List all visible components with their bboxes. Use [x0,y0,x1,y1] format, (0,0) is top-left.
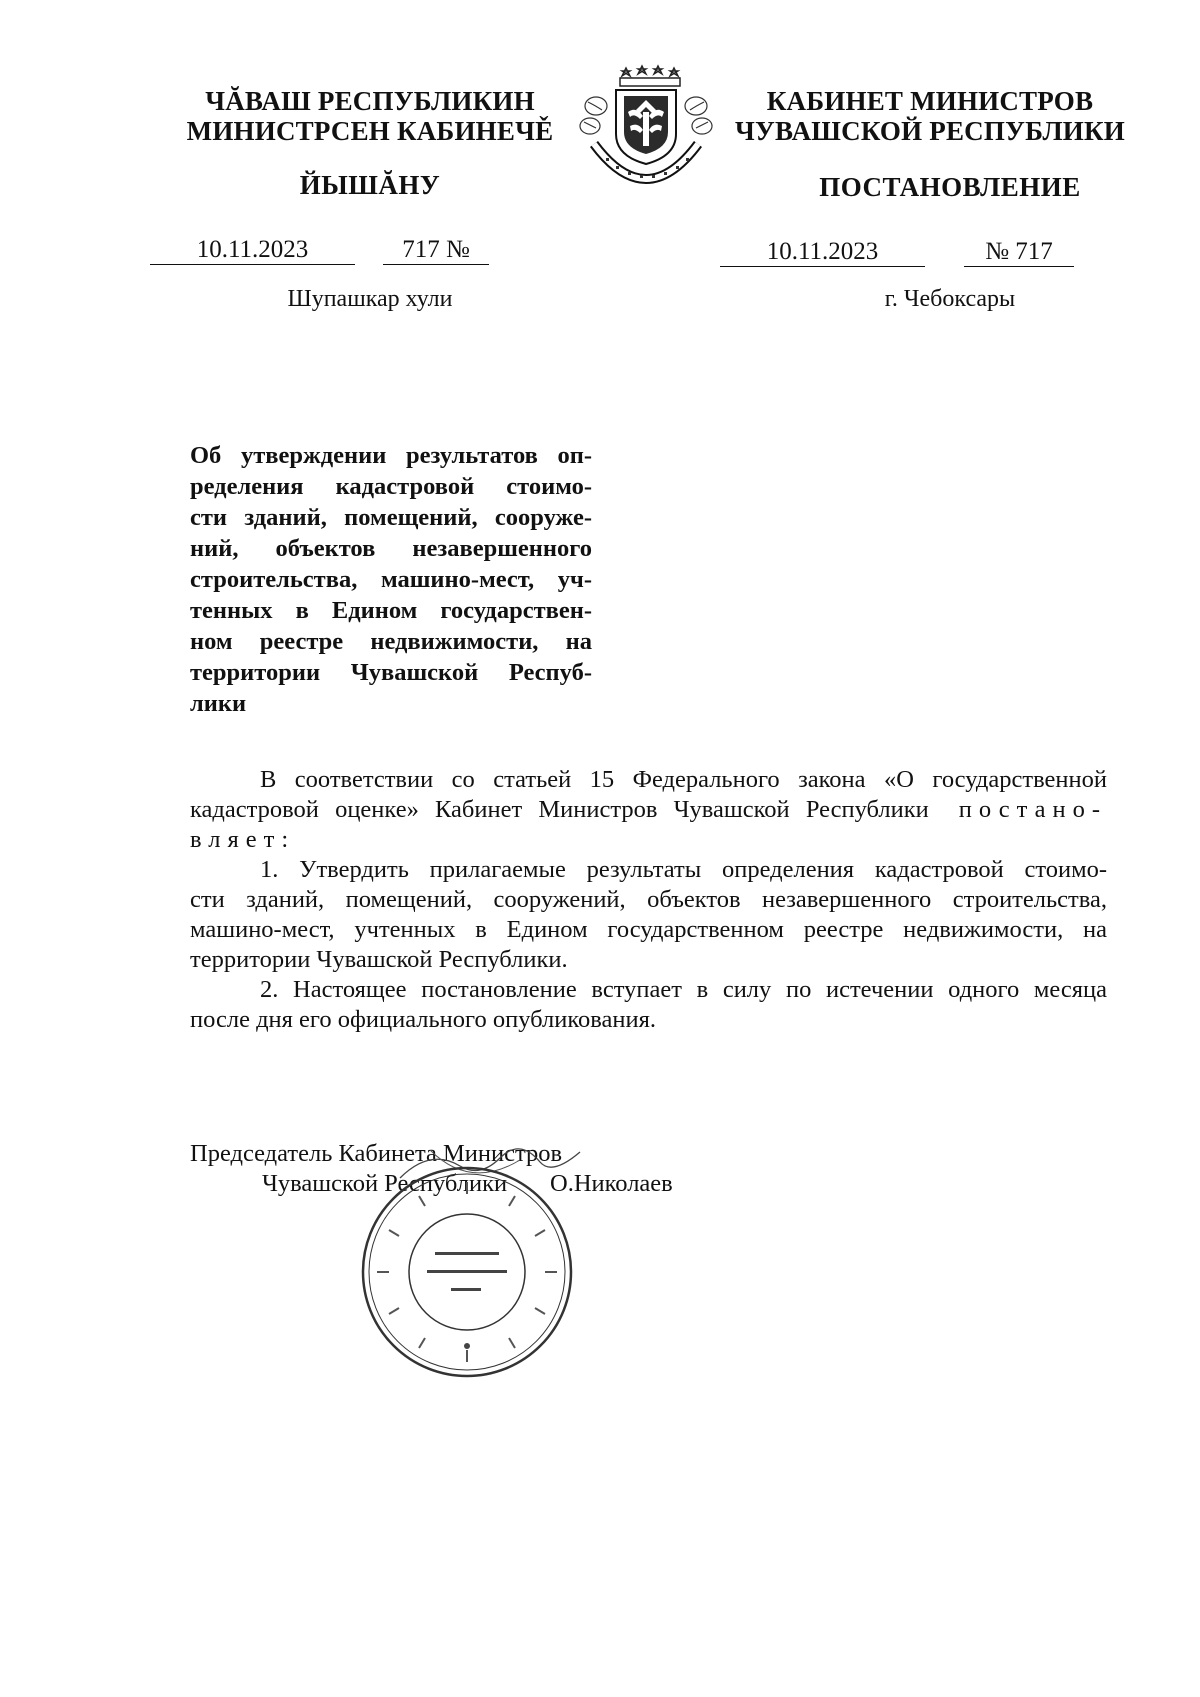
number-left: 717 № [383,236,489,265]
title-line: ний, объектов незавершенного [190,535,592,562]
body-line-spaced: постано- [958,796,1107,823]
header-right-line1: КАБИНЕТ МИНИСТРОВ [766,86,1094,116]
doc-type-chuvash: ЙЫШĂНУ [299,170,441,200]
signatory-name: О.Николаев [550,1170,673,1197]
body-line: 1. Утвердить прилагаемые результаты определения кадастровой стоимо- [260,856,1107,883]
doc-type-russian: ПОСТАНОВЛЕНИЕ [819,172,1081,202]
city-left: Шупашкар хули [287,286,453,312]
body-line [190,795,1107,825]
title-line: ном реестре недвижимости, на [190,628,592,655]
header-right-russian [720,86,1140,146]
official-round-stamp-icon [355,1160,580,1385]
body-line: сти зданий, помещений, сооружений, объектов незавершенного строительства, [190,886,1107,913]
title-line: ределения кадастровой стоимо- [190,473,592,500]
title-line: лики [190,690,247,717]
signature-title-line1: Председатель Кабинета Министров [190,1140,563,1167]
header-left-line2: МИНИСТРСЕН КАБИНЕЧĚ [186,116,554,146]
document-title [190,440,592,719]
date-right: 10.11.2023 [720,238,925,267]
date-left: 10.11.2023 [150,236,355,265]
body-line: машино-мест, учтенных в Едином государственном реестре недвижимости, на [190,916,1107,943]
title-line: Об утверждении результатов оп- [190,442,592,469]
header-left-chuvash [160,86,580,146]
title-line: сти зданий, помещений, сооруже- [190,504,592,531]
chuvash-coat-of-arms-icon [576,62,716,202]
signature-title-line2: Чувашской Республики [262,1170,508,1197]
header-left-line1: ЧĂВАШ РЕСПУБЛИКИН [205,86,535,116]
header-right-line2: ЧУВАШСКОЙ РЕСПУБЛИКИ [735,116,1125,146]
number-right: № 717 [964,238,1074,267]
body-line: после дня его официального опубликования. [190,1006,656,1033]
body-line-text: кадастровой оценке» Кабинет Министров Чувашской Республики [190,796,929,823]
city-right: г. Чебоксары [884,286,1016,312]
body-line: 2. Настоящее постановление вступает в силу по истечении одного месяца [260,976,1107,1003]
title-line: территории Чувашской Респуб- [190,659,592,686]
body-line: территории Чувашской Республики. [190,946,568,973]
body-line: В соответствии со статьей 15 Федерального закона «О государственной [260,766,1107,793]
title-line: тенных в Едином государствен- [190,597,592,624]
body-line: вляет: [190,826,296,853]
document-body [190,765,1107,1035]
title-line: строительства, машино-мест, уч- [190,566,592,593]
